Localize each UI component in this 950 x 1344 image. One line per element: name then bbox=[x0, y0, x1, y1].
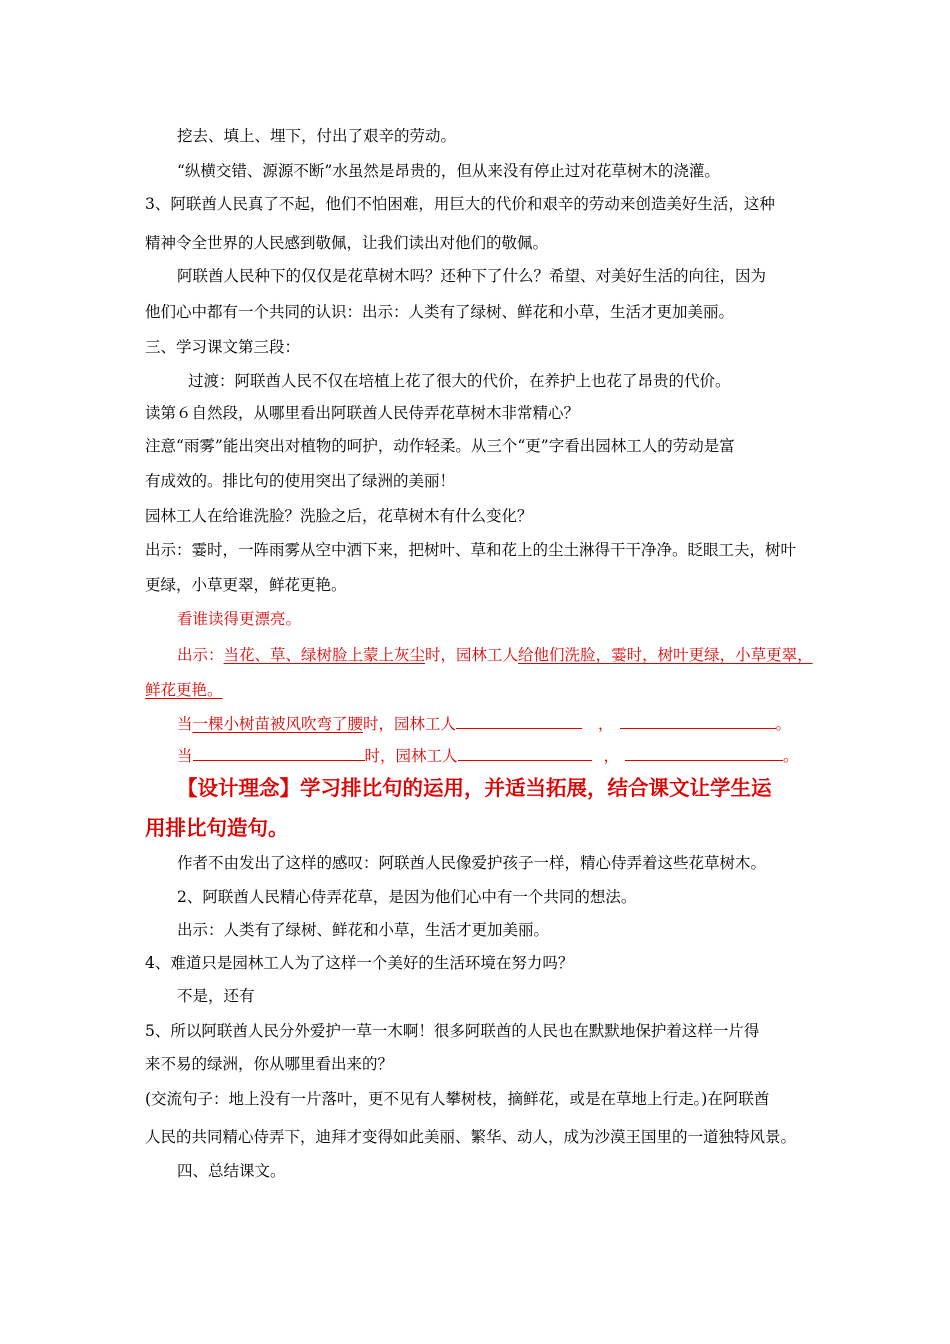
exercise-text: 时，园林工人 bbox=[364, 747, 458, 765]
paragraph-line: 挖去、填上、埋下，付出了艰辛的劳动。 bbox=[177, 127, 457, 145]
paragraph-line: 出示：人类有了绿树、鲜花和小草，生活才更加美丽。 bbox=[177, 921, 550, 939]
example-underlined: 当花、草、绿树脸上蒙上灰尘 bbox=[223, 646, 426, 664]
paragraph-line: 园林工人在给谁洗脸？洗脸之后，花草树木有什么变化？ bbox=[145, 507, 533, 525]
paragraph-line: 来不易的绿洲，你从哪里看出来的？ bbox=[145, 1055, 394, 1073]
paragraph-line: (交流句子：地上没有一片落叶，更不见有人攀树枝，摘鲜花，或是在草地上行走。)在阿联酋 bbox=[145, 1090, 770, 1108]
design-concept-heading: 【设计理念】学习排比句的运用，并适当拓展，结合课文让学生运 bbox=[177, 776, 772, 800]
section-heading: 三、学习课文第三段： bbox=[145, 338, 301, 356]
answer-blank[interactable] bbox=[620, 714, 776, 729]
paragraph-line: 他们心中都有一个共同的认识：出示：人类有了绿树、鲜花和小草，生活才更加美丽。 bbox=[145, 303, 735, 321]
paragraph-line: 不是，还有 bbox=[177, 987, 255, 1005]
answer-blank[interactable] bbox=[193, 746, 365, 761]
paragraph-line: 人民的共同精心侍弄下，迪拜才变得如此美丽、繁华、动人，成为沙漠王国里的一道独特风景。 bbox=[145, 1128, 797, 1146]
paragraph-line: 阿联酋人民种下的仅仅是花草树木吗？还种下了什么？希望、对美好生活的向往，因为 bbox=[177, 267, 767, 285]
paragraph-line: 作者不由发出了这样的感叹：阿联酋人民像爱护孩子一样，精心侍弄着这些花草树木。 bbox=[177, 854, 767, 872]
answer-blank[interactable] bbox=[458, 746, 592, 761]
example-underlined: ，霎时，树叶更绿，小草更翠， bbox=[595, 646, 813, 664]
answer-blank[interactable] bbox=[625, 746, 783, 761]
fill-in-exercise-2 bbox=[177, 746, 799, 766]
paragraph-line: 过渡：阿联酋人民不仅在培植上花了很大的代价，在养护上也花了昂贵的代价。 bbox=[188, 372, 731, 390]
exercise-text: 当 bbox=[177, 747, 193, 765]
paragraph-line: “纵横交错、源源不断”水虽然是昂贵的，但从来没有停止过对花草树木的浇灌。 bbox=[177, 162, 720, 180]
paragraph-line: 更绿，小草更翠，鲜花更艳。 bbox=[145, 576, 347, 594]
example-text: 时，园林工人 bbox=[425, 646, 519, 664]
exercise-text: 时，园林工人 bbox=[363, 715, 457, 733]
example-underlined: 给他们洗脸 bbox=[518, 646, 596, 664]
exercise-text: 。 bbox=[775, 715, 792, 733]
example-prefix: 出示： bbox=[177, 646, 224, 664]
paragraph-line: 5、所以阿联酋人民分外爱护一草一木啊！很多阿联酋的人民也在默默地保护着这样一片得 bbox=[145, 1022, 760, 1040]
exercise-text: ， bbox=[603, 747, 620, 765]
example-sentence-line bbox=[177, 645, 813, 665]
paragraph-line: 精神令全世界的人民感到敬佩，让我们读出对他们的敬佩。 bbox=[145, 234, 549, 252]
reading-prompt: 看谁读得更漂亮。 bbox=[177, 610, 302, 628]
example-underlined: 鲜花更艳。 bbox=[145, 681, 223, 699]
paragraph-line: 出示：霎时，一阵雨雾从空中洒下来，把树叶、草和花上的尘土淋得干干净净。眨眼工夫，树叶 bbox=[145, 541, 797, 559]
paragraph-line: 读第６自然段，从哪里看出阿联酋人民侍弄花草树木非常精心？ bbox=[145, 404, 580, 422]
answer-blank[interactable] bbox=[456, 714, 582, 729]
paragraph-line: 4、难道只是园林工人为了这样一个美好的生活环境在努力吗？ bbox=[145, 954, 574, 972]
exercise-underlined: 一棵小树苗被风吹弯了腰 bbox=[192, 715, 364, 733]
exercise-text: 。 bbox=[783, 747, 799, 765]
paragraph-line: 有成效的。排比句的使用突出了绿洲的美丽！ bbox=[145, 472, 456, 490]
paragraph-line: 注意“雨雾”能出突出对植物的呵护，动作轻柔。从三个“更”字看出园林工人的劳动是富 bbox=[145, 437, 735, 455]
design-concept-heading: 用排比句造句。 bbox=[145, 816, 289, 840]
paragraph-line: 2、阿联酋人民精心侍弄花草，是因为他们心中有一个共同的想法。 bbox=[177, 888, 637, 906]
exercise-text: ， bbox=[598, 715, 614, 733]
section-heading: 四、总结课文。 bbox=[177, 1162, 286, 1180]
fill-in-exercise-1 bbox=[177, 714, 791, 734]
paragraph-line: 3、阿联酋人民真了不起，他们不怕困难，用巨大的代价和艰辛的劳动来创造美好生活，这种 bbox=[145, 195, 775, 213]
exercise-text: 当 bbox=[177, 715, 193, 733]
example-sentence-line bbox=[145, 680, 223, 700]
